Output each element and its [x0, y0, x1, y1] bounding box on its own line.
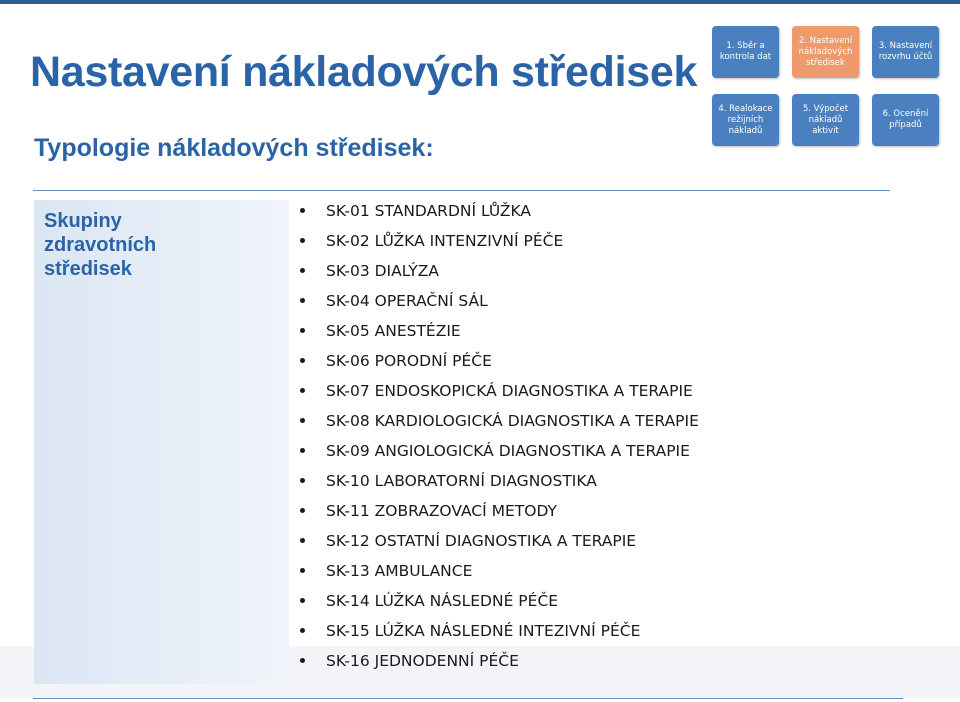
page-title: Nastavení nákladových středisek [30, 48, 698, 96]
bullet-icon [300, 388, 305, 393]
list-item [298, 496, 858, 526]
bullet-icon [300, 268, 305, 273]
list-item [298, 316, 858, 346]
page-subtitle: Typologie nákladových středisek: [34, 134, 434, 162]
list-item [298, 226, 858, 256]
list-item-text: SK-14 LÚŽKA NÁSLEDNÉ PÉČE [326, 592, 559, 610]
bullet-icon [300, 628, 305, 633]
list-item [298, 286, 858, 316]
bullet-icon [300, 538, 305, 543]
cost-center-list [298, 196, 858, 676]
bullet-icon [300, 658, 305, 663]
header-divider [33, 190, 890, 191]
footer-divider [33, 698, 903, 699]
list-item-text: SK-08 KARDIOLOGICKÁ DIAGNOSTIKA A TERAPIE [326, 412, 699, 430]
bullet-icon [300, 298, 305, 303]
list-item-text: SK-09 ANGIOLOGICKÁ DIAGNOSTIKA A TERAPIE [326, 442, 690, 460]
list-item-text: SK-13 AMBULANCE [326, 562, 473, 580]
list-item-text: SK-05 ANESTÉZIE [326, 322, 461, 340]
bullet-icon [300, 358, 305, 363]
process-steps [712, 26, 940, 148]
process-step-4[interactable]: 4. Realokace režijních nákladů [712, 94, 779, 146]
list-item [298, 256, 858, 286]
side-label-line-2: zdravotních [44, 234, 157, 256]
list-item-text: SK-02 LŮŽKA INTENZIVNÍ PÉČE [326, 232, 564, 250]
process-step-2-active[interactable]: 2. Nastavení nákladových středisek [792, 26, 859, 78]
top-accent-bar [0, 0, 960, 4]
side-label-line-3: středisek [44, 258, 132, 280]
bullet-icon [300, 478, 305, 483]
list-item-text: SK-07 ENDOSKOPICKÁ DIAGNOSTIKA A TERAPIE [326, 382, 693, 400]
list-item [298, 376, 858, 406]
list-item [298, 466, 858, 496]
bullet-icon [300, 208, 305, 213]
bullet-icon [300, 328, 305, 333]
side-label-line-1: Skupiny [44, 210, 122, 232]
list-item-text: SK-04 OPERAČNÍ SÁL [326, 292, 488, 310]
list-item-text: SK-06 PORODNÍ PÉČE [326, 352, 492, 370]
list-item-text: SK-03 DIALÝZA [326, 262, 439, 280]
bullet-icon [300, 598, 305, 603]
process-step-1[interactable]: 1. Sběr a kontrola dat [712, 26, 779, 78]
list-item [298, 436, 858, 466]
list-item-text: SK-01 STANDARDNÍ LŮŽKA [326, 202, 532, 220]
side-panel-label [44, 209, 156, 281]
list-item [298, 556, 858, 586]
process-step-5[interactable]: 5. Výpočet nákladů aktivit [792, 94, 859, 146]
bullet-icon [300, 238, 305, 243]
bullet-icon [300, 418, 305, 423]
bullet-icon [300, 448, 305, 453]
process-step-3[interactable]: 3. Nastavení rozvrhu účtů [872, 26, 939, 78]
list-item [298, 406, 858, 436]
list-item [298, 616, 858, 646]
list-item [298, 196, 858, 226]
list-item-text: SK-16 JEDNODENNÍ PÉČE [326, 652, 519, 670]
list-item-text: SK-12 OSTATNÍ DIAGNOSTIKA A TERAPIE [326, 532, 637, 550]
bullet-icon [300, 568, 305, 573]
process-step-6[interactable]: 6. Ocenění případů [872, 94, 939, 146]
list-item [298, 646, 858, 676]
list-item [298, 346, 858, 376]
list-item [298, 586, 858, 616]
list-item-text: SK-15 LÚŽKA NÁSLEDNÉ INTEZIVNÍ PÉČE [326, 622, 641, 640]
list-item-text: SK-11 ZOBRAZOVACÍ METODY [326, 502, 558, 520]
list-item [298, 526, 858, 556]
list-item-text: SK-10 LABORATORNÍ DIAGNOSTIKA [326, 472, 597, 490]
bullet-icon [300, 508, 305, 513]
